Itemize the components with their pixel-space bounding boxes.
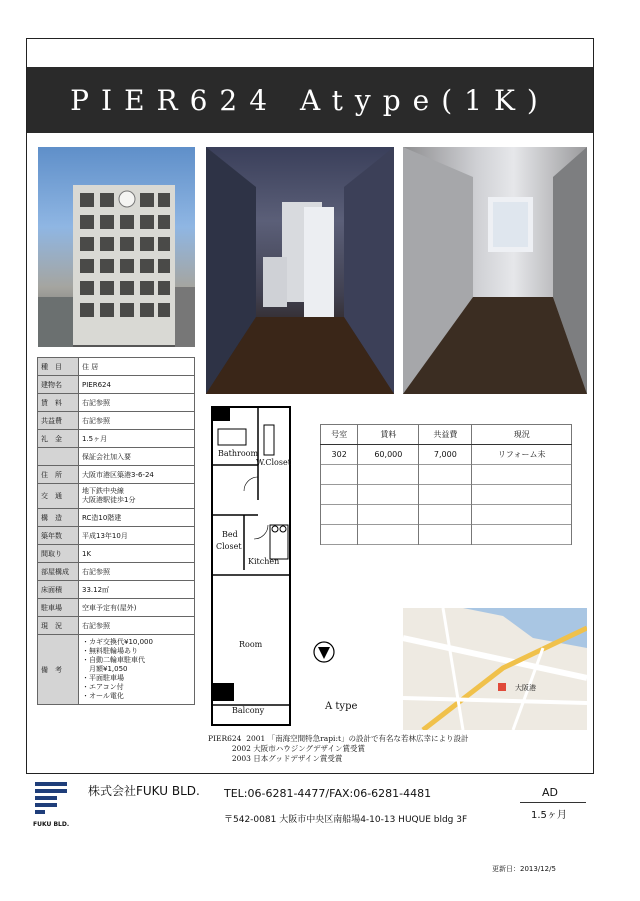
info-row [38, 545, 195, 563]
info-value: PIER624 [79, 376, 195, 394]
units-cell [419, 505, 472, 525]
units-cell [321, 485, 358, 505]
units-cell [358, 505, 419, 525]
info-row [38, 563, 195, 581]
info-row [38, 430, 195, 448]
table-row [321, 485, 572, 505]
info-value: 空車予定有(屋外) [79, 599, 195, 617]
interior-photo-corridor [403, 147, 587, 394]
units-cell [419, 525, 472, 545]
fuku-bld-logo-icon [33, 780, 71, 828]
info-label: 構 造 [38, 509, 79, 527]
units-cell [321, 525, 358, 545]
table-row [321, 525, 572, 545]
info-label: 種 目 [38, 358, 79, 376]
info-label [38, 448, 79, 466]
title-bar [27, 67, 593, 133]
units-cell [472, 505, 572, 525]
info-row [38, 617, 195, 635]
units-cell [472, 525, 572, 545]
ad-divider [520, 802, 586, 803]
building-photo [38, 147, 195, 347]
units-cell [472, 465, 572, 485]
units-header: 号室 [321, 425, 358, 445]
north-arrow-icon [313, 641, 335, 663]
floorplan-bed-label: Bed [222, 530, 238, 539]
updated-date: 更新日：2013/12/5 [492, 865, 556, 873]
info-label: 賃 料 [38, 394, 79, 412]
units-cell [358, 465, 419, 485]
page-title: PIER624 Atype(1K) [70, 83, 550, 117]
table-row [321, 505, 572, 525]
units-header: 現況 [472, 425, 572, 445]
info-value: 1K [79, 545, 195, 563]
floorplan-wcloset-label: W.Closet [256, 458, 291, 467]
info-value: 右記参照 [79, 617, 195, 635]
type-label: A type [325, 701, 358, 712]
map-station-label: 大阪港 [515, 684, 536, 692]
info-label: 共益費 [38, 412, 79, 430]
units-table [320, 424, 572, 545]
info-row [38, 358, 195, 376]
units-cell [419, 485, 472, 505]
units-cell: 302 [321, 445, 358, 465]
location-map [403, 608, 587, 730]
info-label: 間取り [38, 545, 79, 563]
units-cell [321, 465, 358, 485]
units-cell: 7,000 [419, 445, 472, 465]
info-label: 床面積 [38, 581, 79, 599]
company-address: 〒542-0081 大阪市中央区南船場4-10-13 HUQUE bldg 3F [224, 815, 468, 825]
units-cell [321, 505, 358, 525]
info-row [38, 466, 195, 484]
floorplan-closet-label: Closet [216, 542, 242, 551]
info-row [38, 581, 195, 599]
company-name: 株式会社FUKU BLD. [88, 784, 200, 798]
units-header: 共益費 [419, 425, 472, 445]
units-cell [358, 525, 419, 545]
info-row [38, 599, 195, 617]
floorplan-balcony-label: Balcony [232, 706, 265, 715]
info-label: 交 通 [38, 484, 79, 509]
info-row [38, 509, 195, 527]
info-value: 平成13年10月 [79, 527, 195, 545]
svg-text:FUKU BLD.: FUKU BLD. [33, 821, 70, 828]
info-row [38, 412, 195, 430]
info-label: 現 況 [38, 617, 79, 635]
info-value: 右記参照 [79, 412, 195, 430]
ad-value: 1.5ヶ月 [531, 810, 567, 821]
info-value: 大阪市港区築港3-6-24 [79, 466, 195, 484]
info-label: 築年数 [38, 527, 79, 545]
units-cell [358, 485, 419, 505]
info-label: 建物名 [38, 376, 79, 394]
floorplan-kitchen-label: Kitchen [248, 557, 280, 566]
info-value: RC造10階建 [79, 509, 195, 527]
info-label: 駐車場 [38, 599, 79, 617]
info-row [38, 484, 195, 509]
table-row [321, 445, 572, 465]
info-row [38, 376, 195, 394]
interior-photo-kitchen [206, 147, 394, 394]
floorplan-bathroom-label: Bathroom [218, 449, 259, 458]
units-cell [419, 465, 472, 485]
info-value: 地下鉄中央線 大阪港駅徒歩1分 [79, 484, 195, 509]
info-value: ・カギ交換代¥10,000 ・無料駐輪場あり ・自動二輪車駐車代 月額¥1,050 ・平面駐車場 ・エアコン付 ・オール電化 [79, 635, 195, 705]
table-row [321, 465, 572, 485]
units-cell [472, 485, 572, 505]
info-label: 備 考 [38, 635, 79, 705]
info-value: 右記参照 [79, 394, 195, 412]
units-cell: 60,000 [358, 445, 419, 465]
units-cell: リフォーム未 [472, 445, 572, 465]
info-value: 保証会社加入要 [79, 448, 195, 466]
info-value: 住 居 [79, 358, 195, 376]
ad-label: AD [542, 786, 558, 799]
info-label: 部屋構成 [38, 563, 79, 581]
info-value: 1.5ヶ月 [79, 430, 195, 448]
design-credits: PIER624 2001 「南海空間特急rapi:t」の設計で有名な若林広幸により設計 2002 大阪市ハウジングデザイン賞受賞 2003 日本グッドデザイン賞受賞 [208, 734, 469, 763]
info-row [38, 527, 195, 545]
info-label: 住 所 [38, 466, 79, 484]
tel-fax: TEL:06-6281-4477/FAX:06-6281-4481 [224, 787, 432, 800]
info-row [38, 635, 195, 705]
property-info-table [37, 357, 195, 705]
info-value: 右記参照 [79, 563, 195, 581]
units-header: 賃料 [358, 425, 419, 445]
info-label: 礼 金 [38, 430, 79, 448]
info-row [38, 448, 195, 466]
info-value: 33.12㎡ [79, 581, 195, 599]
info-row [38, 394, 195, 412]
floorplan-room-label: Room [239, 640, 263, 649]
